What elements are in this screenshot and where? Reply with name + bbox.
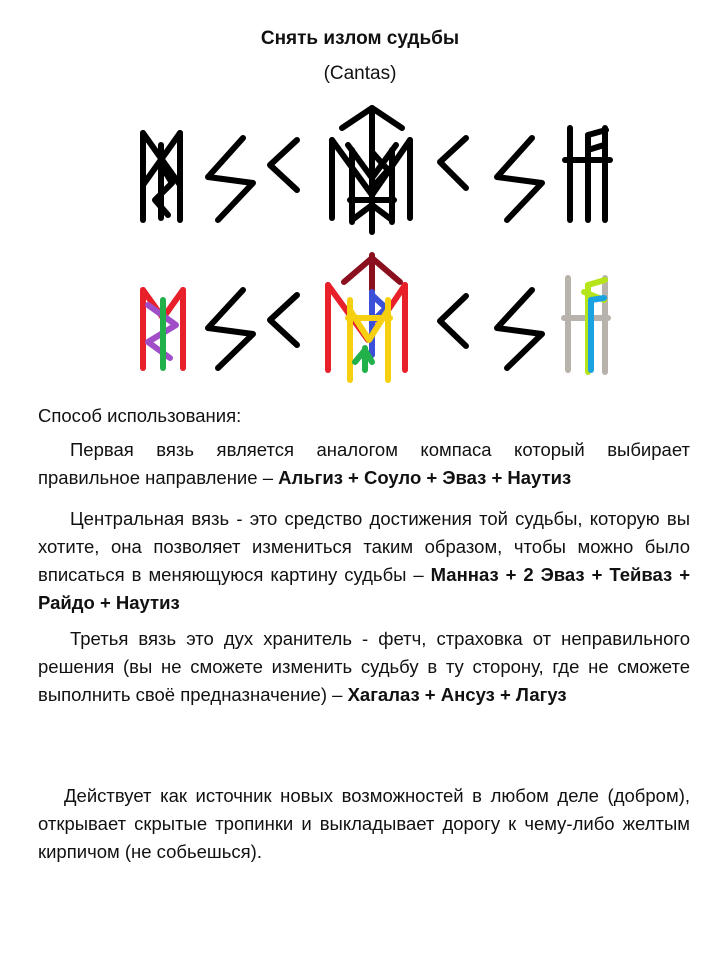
author-label: (Cantas) <box>323 63 397 84</box>
bottom-sowilo-left-icon <box>208 290 253 368</box>
top-bindrune-right-icon <box>565 128 610 220</box>
top-sowilo-right-icon <box>497 138 542 220</box>
paragraph-1 <box>38 436 690 492</box>
bottom-bindrune-left-icon <box>143 290 183 368</box>
bottom-kaunaz-left-icon <box>270 295 297 345</box>
bottom-sowilo-right-icon <box>497 290 542 368</box>
paragraph-4 <box>38 782 690 866</box>
top-sowilo-left-icon <box>208 138 253 220</box>
top-kaunaz-left-icon <box>270 140 297 190</box>
paragraph-2-runes: Манназ + 2 Эваз + Тейваз + Райдо + Наутиз <box>38 564 690 613</box>
paragraph-1-runes: Альгиз + Соуло + Эваз + Наутиз <box>278 467 572 488</box>
top-kaunaz-right-icon <box>440 138 466 188</box>
top-bindrune-left-icon <box>143 133 180 220</box>
page-title: Снять излом судьбы <box>260 28 460 49</box>
bottom-bindrune-right-icon <box>564 278 608 372</box>
paragraph-3-runes: Хагалаз + Ансуз + Лагуз <box>347 684 567 705</box>
usage-heading: Способ использования: <box>38 405 242 426</box>
runes-illustration <box>0 0 720 400</box>
paragraph-1-text: Первая вязь является аналогом компаса который выбирает правильное направление – <box>38 439 690 488</box>
paragraph-4-text: Действует как источник новых возможностей в любом деле (добром), открывает скрытые тропинки и выкладывает дорогу к чему-либо желтым кирпичом (не собьешься). <box>38 785 690 862</box>
paragraph-3-text: Третья вязь это дух хранитель - фетч, страховка от неправильного решения (вы не сможете изменить судьбу в ту сторону, где не сможете выполнить своё предназначение) – <box>38 628 690 705</box>
bottom-kaunaz-right-icon <box>440 296 466 346</box>
paragraph-2-text: Центральная вязь - это средство достижения той судьбы, которую вы хотите, она позволяет измениться таким образом, чтобы можно было вписаться в меняющуюся картину судьбы – <box>38 508 690 585</box>
bottom-central-bindrune-icon <box>328 255 405 380</box>
paragraph-3 <box>38 625 690 709</box>
top-central-bindrune-icon <box>332 108 410 232</box>
paragraph-2 <box>38 505 690 617</box>
